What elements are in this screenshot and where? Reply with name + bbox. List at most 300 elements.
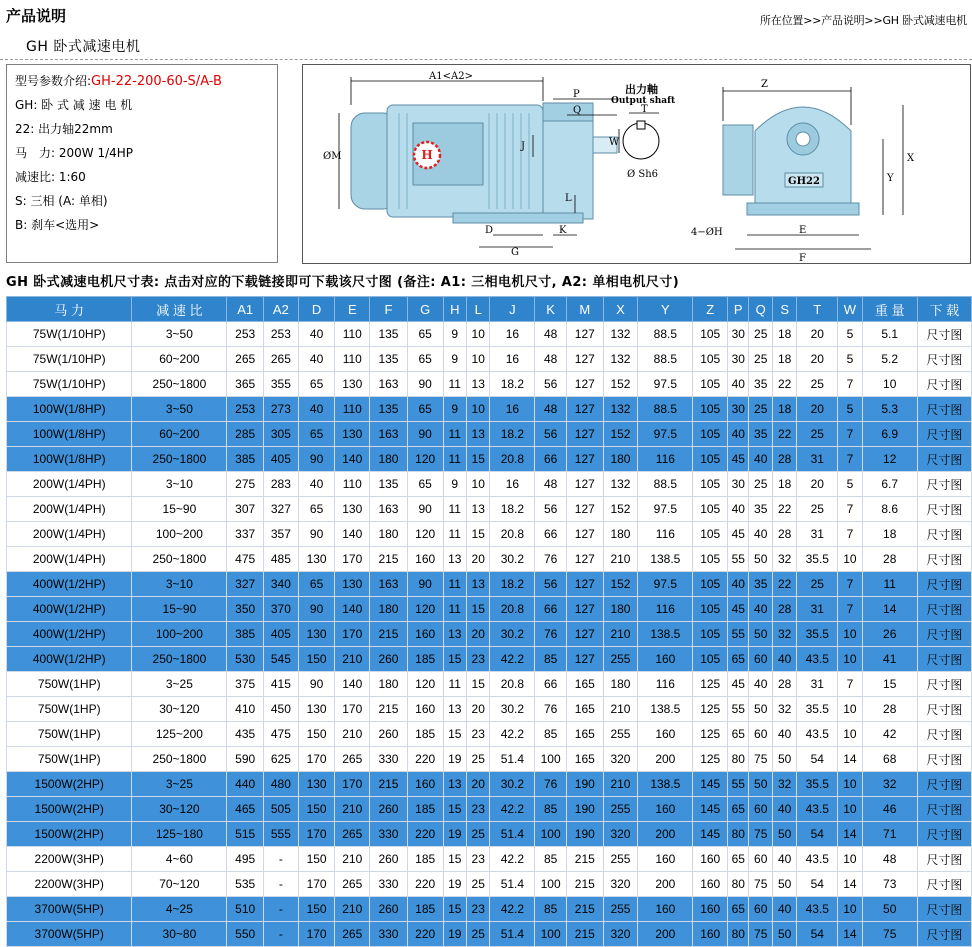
table-cell: 76: [535, 772, 567, 797]
table-cell: 125: [693, 722, 728, 747]
column-header: F: [370, 297, 408, 322]
table-cell: 45: [728, 447, 749, 472]
column-header: G: [407, 297, 443, 322]
table-cell: 88.5: [638, 347, 693, 372]
download-link[interactable]: 尺寸图: [917, 397, 971, 422]
table-cell: 11: [443, 447, 466, 472]
table-cell: 180: [603, 672, 638, 697]
dim-m-label: ØM: [323, 151, 342, 162]
table-cell: 160: [693, 897, 728, 922]
table-cell: 275: [227, 472, 264, 497]
table-cell: 56: [535, 497, 567, 522]
column-header: 减 速 比: [132, 297, 227, 322]
table-cell: 75W(1/10HP): [7, 322, 132, 347]
table-cell: 19: [443, 922, 466, 947]
table-cell: 405: [264, 447, 299, 472]
table-cell: 105: [693, 447, 728, 472]
table-cell: 140: [335, 672, 370, 697]
table-cell: 40: [749, 597, 772, 622]
download-link[interactable]: 尺寸图: [917, 772, 971, 797]
table-cell: 215: [566, 897, 603, 922]
download-link[interactable]: 尺寸图: [917, 597, 971, 622]
table-cell: 160: [407, 622, 443, 647]
table-cell: 125~200: [132, 722, 227, 747]
table-cell: 25: [749, 397, 772, 422]
table-cell: 337: [227, 522, 264, 547]
table-cell: 56: [535, 572, 567, 597]
table-cell: 25: [797, 422, 838, 447]
table-cell: 200: [638, 872, 693, 897]
table-cell: 250~1800: [132, 647, 227, 672]
table-cell: 210: [335, 647, 370, 672]
table-cell: 100: [535, 747, 567, 772]
table-cell: 180: [370, 522, 408, 547]
table-cell: 127: [566, 397, 603, 422]
table-cell: 75: [749, 872, 772, 897]
download-link[interactable]: 尺寸图: [917, 447, 971, 472]
table-cell: 48: [862, 847, 917, 872]
table-cell: 200W(1/4PH): [7, 472, 132, 497]
table-cell: 405: [264, 622, 299, 647]
table-cell: 18.2: [490, 422, 535, 447]
output-shaft-detail: [609, 82, 676, 180]
table-cell: 10: [838, 847, 862, 872]
column-header: 重 量: [862, 297, 917, 322]
download-link[interactable]: 尺寸图: [917, 872, 971, 897]
table-cell: 51.4: [490, 922, 535, 947]
table-cell: 40: [728, 572, 749, 597]
download-link[interactable]: 尺寸图: [917, 747, 971, 772]
table-cell: 750W(1HP): [7, 747, 132, 772]
table-cell: 85: [535, 647, 567, 672]
table-cell: 515: [227, 822, 264, 847]
download-link[interactable]: 尺寸图: [917, 622, 971, 647]
table-cell: 260: [370, 847, 408, 872]
table-cell: 750W(1HP): [7, 697, 132, 722]
table-cell: 25: [797, 572, 838, 597]
table-cell: 330: [370, 922, 408, 947]
table-cell: 7: [838, 447, 862, 472]
table-cell: 400W(1/2HP): [7, 597, 132, 622]
table-cell: 65: [407, 472, 443, 497]
table-cell: 385: [227, 622, 264, 647]
table-cell: 65: [407, 347, 443, 372]
table-cell: 127: [566, 622, 603, 647]
table-cell: 65: [728, 897, 749, 922]
table-cell: 20: [466, 697, 489, 722]
table-cell: 60: [749, 797, 772, 822]
table-cell: 495: [227, 847, 264, 872]
table-cell: 253: [227, 322, 264, 347]
table-cell: 215: [566, 872, 603, 897]
table-cell: 50: [749, 772, 772, 797]
table-cell: 285: [227, 422, 264, 447]
dim-e-label: E: [799, 225, 807, 236]
table-cell: 125: [693, 697, 728, 722]
table-cell: 7: [838, 372, 862, 397]
table-cell: 66: [535, 522, 567, 547]
table-cell: 265: [227, 347, 264, 372]
table-cell: 152: [603, 422, 638, 447]
table-cell: 100~200: [132, 622, 227, 647]
table-cell: 54: [797, 747, 838, 772]
table-cell: 23: [466, 647, 489, 672]
table-cell: 190: [566, 772, 603, 797]
table-cell: 23: [466, 897, 489, 922]
table-cell: 160: [407, 547, 443, 572]
table-cell: 10: [838, 647, 862, 672]
table-cell: 43.5: [797, 897, 838, 922]
table-cell: 31: [797, 597, 838, 622]
table-cell: 140: [335, 597, 370, 622]
table-cell: 150: [298, 647, 335, 672]
table-cell: 30: [728, 397, 749, 422]
table-cell: 42.2: [490, 647, 535, 672]
table-cell: 105: [693, 597, 728, 622]
table-cell: 130: [335, 422, 370, 447]
table-cell: 30.2: [490, 622, 535, 647]
table-cell: 42.2: [490, 897, 535, 922]
table-cell: 25: [749, 322, 772, 347]
table-cell: 320: [603, 822, 638, 847]
table-cell: 215: [370, 772, 408, 797]
table-cell: 32: [772, 772, 796, 797]
table-cell: 3700W(5HP): [7, 897, 132, 922]
table-cell: 135: [370, 397, 408, 422]
table-cell: 20: [466, 622, 489, 647]
table-cell: 90: [407, 422, 443, 447]
table-cell: 283: [264, 472, 299, 497]
table-cell: 185: [407, 897, 443, 922]
table-cell: 160: [693, 872, 728, 897]
table-cell: 150: [298, 722, 335, 747]
table-cell: 170: [335, 622, 370, 647]
table-cell: 138.5: [638, 622, 693, 647]
download-link[interactable]: 尺寸图: [917, 547, 971, 572]
table-cell: 43.5: [797, 647, 838, 672]
table-cell: 25: [466, 822, 489, 847]
table-cell: 440: [227, 772, 264, 797]
table-cell: 32: [862, 772, 917, 797]
table-cell: 18: [862, 522, 917, 547]
table-cell: 42.2: [490, 847, 535, 872]
table-cell: 9: [443, 322, 466, 347]
table-cell: 55: [728, 547, 749, 572]
table-cell: 45: [728, 522, 749, 547]
table-cell: 20.8: [490, 597, 535, 622]
table-cell: 9: [443, 347, 466, 372]
table-cell: 18: [772, 347, 796, 372]
table-cell: 65: [728, 847, 749, 872]
table-cell: 11: [443, 572, 466, 597]
table-cell: 210: [335, 897, 370, 922]
output-shaft-en: Output shaft: [611, 96, 676, 106]
table-cell: 305: [264, 422, 299, 447]
table-cell: 15: [466, 522, 489, 547]
table-cell: 75: [749, 822, 772, 847]
table-cell: 48: [535, 322, 567, 347]
table-cell: 12: [862, 447, 917, 472]
table-caption: GH 卧式减速电机尺寸表: 点击对应的下载链接即可下载该尺寸图 (备注: A1: 三相电机尺寸, A2: 单相电机尺寸): [6, 275, 680, 290]
table-cell: 135: [370, 347, 408, 372]
table-cell: 385: [227, 447, 264, 472]
table-cell: 215: [370, 697, 408, 722]
table-cell: 40: [749, 522, 772, 547]
table-cell: 20: [797, 347, 838, 372]
table-cell: 160: [638, 897, 693, 922]
download-link[interactable]: 尺寸图: [917, 422, 971, 447]
table-cell: 138.5: [638, 697, 693, 722]
table-cell: 375: [227, 672, 264, 697]
table-cell: 265: [335, 922, 370, 947]
table-row: [7, 322, 972, 347]
table-cell: 127: [566, 422, 603, 447]
table-cell: 15: [443, 722, 466, 747]
table-cell: 3~25: [132, 672, 227, 697]
table-cell: 40: [728, 372, 749, 397]
spec-line-power: 马 力: 200W 1/4HP: [15, 146, 134, 160]
table-cell: 330: [370, 747, 408, 772]
table-cell: 132: [603, 397, 638, 422]
table-header-row: [7, 297, 972, 322]
table-cell: 180: [603, 522, 638, 547]
table-cell: 76: [535, 547, 567, 572]
table-cell: 8.6: [862, 497, 917, 522]
download-link[interactable]: 尺寸图: [917, 922, 971, 947]
table-cell: 170: [335, 772, 370, 797]
download-link[interactable]: 尺寸图: [917, 347, 971, 372]
spec-line-ratio: 减速比: 1:60: [15, 170, 86, 184]
table-cell: 90: [298, 672, 335, 697]
output-shaft-cn: 出力軸: [625, 83, 658, 96]
table-cell: 127: [566, 347, 603, 372]
table-cell: 22: [772, 372, 796, 397]
table-cell: 475: [227, 547, 264, 572]
table-cell: 25: [749, 472, 772, 497]
table-cell: 10: [466, 322, 489, 347]
dim-f-label: F: [799, 253, 806, 264]
table-cell: 127: [566, 447, 603, 472]
spec-line-shaft: 22: 出力轴22mm: [15, 122, 113, 136]
table-cell: 40: [728, 422, 749, 447]
table-cell: 163: [370, 372, 408, 397]
table-cell: 68: [862, 747, 917, 772]
table-cell: 16: [490, 322, 535, 347]
table-cell: 18: [772, 472, 796, 497]
table-cell: 16: [490, 347, 535, 372]
table-cell: 250~1800: [132, 372, 227, 397]
table-cell: 26: [862, 622, 917, 647]
dimension-table: [6, 296, 972, 947]
table-cell: 43.5: [797, 722, 838, 747]
table-cell: 16: [490, 397, 535, 422]
table-cell: 15: [466, 672, 489, 697]
download-link[interactable]: 尺寸图: [917, 372, 971, 397]
table-cell: 530: [227, 647, 264, 672]
download-link[interactable]: 尺寸图: [917, 822, 971, 847]
table-cell: 210: [603, 622, 638, 647]
download-link[interactable]: 尺寸图: [917, 672, 971, 697]
table-cell: 50: [772, 872, 796, 897]
download-link[interactable]: 尺寸图: [917, 647, 971, 672]
table-cell: 132: [603, 347, 638, 372]
table-row: [7, 572, 972, 597]
table-cell: 180: [370, 672, 408, 697]
table-cell: 127: [566, 597, 603, 622]
model-code: GH-22-200-60-S/A-B: [91, 74, 222, 89]
table-cell: -: [264, 922, 299, 947]
table-cell: 327: [264, 497, 299, 522]
table-cell: 220: [407, 822, 443, 847]
spec-line-phase: S: 三相 (A: 单相): [15, 194, 108, 208]
dim-d-label: D: [485, 225, 494, 236]
table-cell: 160: [638, 722, 693, 747]
table-cell: 435: [227, 722, 264, 747]
table-cell: 71: [862, 822, 917, 847]
table-cell: 35.5: [797, 697, 838, 722]
dim-q-label: Q: [573, 105, 582, 116]
table-cell: 590: [227, 747, 264, 772]
table-cell: 260: [370, 797, 408, 822]
table-cell: 105: [693, 422, 728, 447]
table-cell: 210: [335, 847, 370, 872]
table-cell: 165: [566, 722, 603, 747]
table-row: [7, 447, 972, 472]
table-cell: 9: [443, 472, 466, 497]
table-cell: 70~120: [132, 872, 227, 897]
table-cell: 35: [749, 572, 772, 597]
table-row: [7, 472, 972, 497]
dim-y-label: Y: [887, 173, 894, 184]
download-link[interactable]: 尺寸图: [917, 847, 971, 872]
dim-t-label: T: [641, 104, 648, 115]
table-cell: 40: [728, 497, 749, 522]
table-cell: 25: [466, 747, 489, 772]
table-cell: 110: [335, 397, 370, 422]
column-header: H: [443, 297, 466, 322]
table-cell: 60~200: [132, 347, 227, 372]
table-cell: 3~50: [132, 322, 227, 347]
table-cell: 100: [535, 922, 567, 947]
table-cell: 200: [638, 747, 693, 772]
table-cell: 42.2: [490, 797, 535, 822]
download-link[interactable]: 尺寸图: [917, 722, 971, 747]
table-cell: 1500W(2HP): [7, 797, 132, 822]
table-cell: 10: [838, 797, 862, 822]
table-cell: 152: [603, 497, 638, 522]
table-cell: 20: [797, 397, 838, 422]
front-view: [691, 79, 915, 264]
table-cell: 170: [298, 922, 335, 947]
table-cell: 50: [862, 897, 917, 922]
table-cell: 40: [772, 722, 796, 747]
download-link[interactable]: 尺寸图: [917, 472, 971, 497]
table-cell: 10: [838, 897, 862, 922]
table-row: [7, 597, 972, 622]
table-cell: 7: [838, 672, 862, 697]
table-cell: 43.5: [797, 797, 838, 822]
download-link[interactable]: 尺寸图: [917, 797, 971, 822]
table-cell: 215: [370, 622, 408, 647]
table-cell: 20: [466, 772, 489, 797]
table-cell: 215: [566, 922, 603, 947]
table-cell: 22: [772, 422, 796, 447]
table-cell: 125: [693, 747, 728, 772]
table-cell: 116: [638, 597, 693, 622]
table-cell: -: [264, 897, 299, 922]
table-cell: 50: [749, 622, 772, 647]
table-cell: 410: [227, 697, 264, 722]
table-cell: 25: [466, 922, 489, 947]
table-cell: 65: [728, 722, 749, 747]
table-cell: 160: [638, 847, 693, 872]
table-cell: 13: [466, 572, 489, 597]
table-cell: 5.3: [862, 397, 917, 422]
table-cell: 30~80: [132, 922, 227, 947]
download-link[interactable]: 尺寸图: [917, 522, 971, 547]
table-cell: 163: [370, 572, 408, 597]
table-cell: 20.8: [490, 672, 535, 697]
column-header: D: [298, 297, 335, 322]
table-cell: 555: [264, 822, 299, 847]
table-cell: 170: [298, 822, 335, 847]
table-cell: 66: [535, 672, 567, 697]
dim-w-label: W: [609, 137, 620, 148]
table-cell: 31: [797, 672, 838, 697]
download-link[interactable]: 尺寸图: [917, 497, 971, 522]
table-cell: 30.2: [490, 697, 535, 722]
download-link[interactable]: 尺寸图: [917, 572, 971, 597]
download-link[interactable]: 尺寸图: [917, 697, 971, 722]
table-cell: 85: [535, 722, 567, 747]
table-cell: 105: [693, 522, 728, 547]
table-cell: 127: [566, 572, 603, 597]
table-cell: 15: [466, 447, 489, 472]
table-row: [7, 747, 972, 772]
table-cell: 330: [370, 822, 408, 847]
table-cell: 54: [797, 822, 838, 847]
table-cell: 42.2: [490, 722, 535, 747]
table-row: [7, 547, 972, 572]
table-cell: 18.2: [490, 372, 535, 397]
table-cell: 750W(1HP): [7, 672, 132, 697]
table-cell: 75W(1/10HP): [7, 372, 132, 397]
table-cell: 13: [443, 547, 466, 572]
table-cell: 10: [838, 697, 862, 722]
table-cell: 60: [749, 647, 772, 672]
table-cell: 400W(1/2HP): [7, 622, 132, 647]
table-cell: 750W(1HP): [7, 722, 132, 747]
table-cell: 18.2: [490, 497, 535, 522]
table-cell: 15~90: [132, 597, 227, 622]
table-cell: 40: [298, 472, 335, 497]
table-cell: 85: [535, 897, 567, 922]
table-cell: 120: [407, 672, 443, 697]
dim-sh-label: Ø Sh6: [627, 169, 659, 180]
download-link[interactable]: 尺寸图: [917, 322, 971, 347]
table-cell: 5: [838, 347, 862, 372]
table-cell: 120: [407, 447, 443, 472]
table-row: [7, 847, 972, 872]
table-cell: 145: [693, 797, 728, 822]
table-cell: 400W(1/2HP): [7, 647, 132, 672]
table-cell: 54: [797, 922, 838, 947]
table-cell: 260: [370, 647, 408, 672]
table-cell: 105: [693, 647, 728, 672]
table-row: [7, 647, 972, 672]
download-link[interactable]: 尺寸图: [917, 897, 971, 922]
table-cell: 250~1800: [132, 547, 227, 572]
